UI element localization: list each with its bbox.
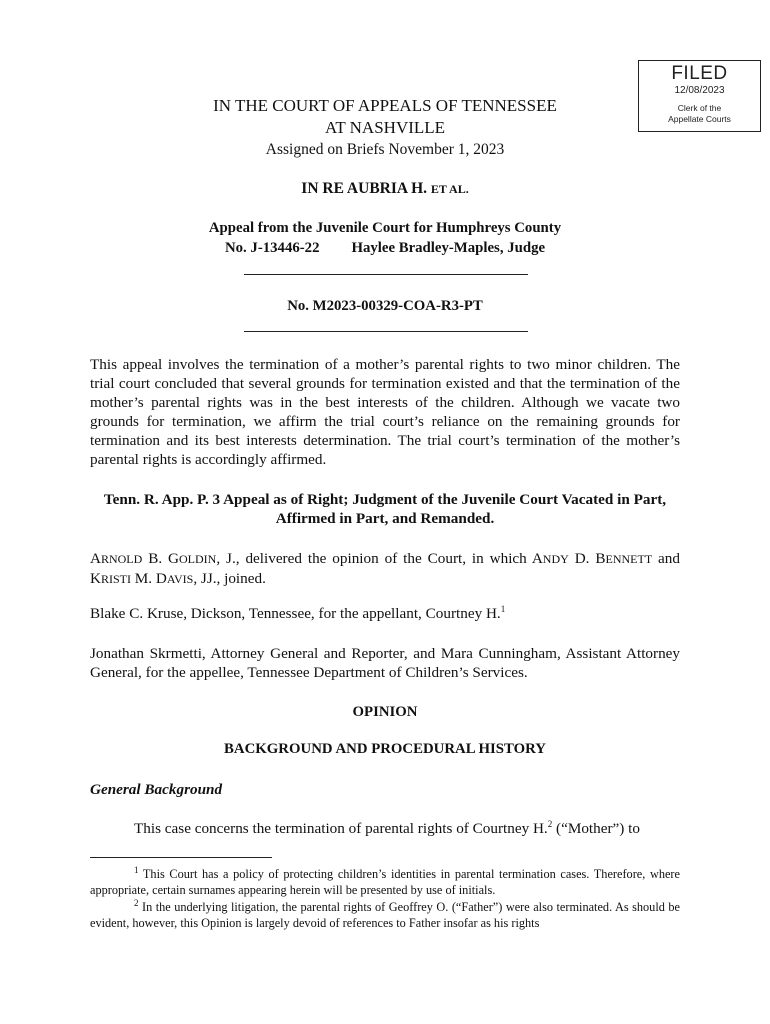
author-text: B. G (142, 550, 180, 567)
author-text: OLDIN (179, 552, 217, 566)
footnote-ref-2[interactable]: 2 (547, 818, 553, 829)
lower-court-line (0, 240, 770, 257)
body-paragraph (90, 819, 680, 838)
divider-top (244, 274, 528, 275)
author-text: RISTI (100, 572, 131, 586)
appeal-from: Appeal from the Juvenile Court for Humphreys County (208, 220, 562, 236)
author-text: A (90, 550, 101, 567)
court-name: IN THE COURT OF APPEALS OF TENNESSEE (213, 96, 557, 115)
opinion-author-line (90, 549, 680, 589)
case-title (0, 180, 770, 198)
case-title-main: IN RE AUBRIA H. (301, 180, 431, 197)
author-text: AVIS (166, 572, 194, 586)
footnote-text: This Court has a policy of protecting children’s identities in parental termination cases. Therefore, where appropriate, certain surnames appearing herein will be presented by use of initials. (90, 867, 680, 897)
footnote-number: 2 (134, 897, 139, 908)
author-text: M. D (130, 570, 167, 587)
body-text: (“Mother”) to (552, 820, 640, 837)
appellant-counsel (90, 604, 680, 623)
case-title-suffix: ET AL. (430, 182, 469, 196)
stamp-clerk-line2: Appellate Courts (668, 114, 731, 124)
general-background-heading: General Background (90, 781, 223, 798)
footnote-ref-1[interactable]: 1 (500, 603, 506, 614)
author-text: NDY (542, 552, 569, 566)
appellant-counsel-text: Blake C. Kruse, Dickson, Tennessee, for the appellant, Courtney H. (90, 605, 501, 622)
stamp-filed: FILED (671, 63, 728, 84)
stamp-clerk-line1: Clerk of the (677, 103, 722, 113)
author-text: and K (90, 550, 680, 587)
footnote-number: 1 (134, 864, 139, 875)
opinion-heading: OPINION (352, 704, 418, 720)
trial-judge: Haylee Bradley-Maples, Judge (351, 240, 546, 256)
footnote-text: In the underlying litigation, the parental rights of Geoffrey O. (“Father”) were also terminated. As should be evident, however, this Opinion is largely devoid of references to Father insofar as his rights (90, 900, 680, 930)
court-location: AT NASHVILLE (324, 118, 446, 137)
author-text: , J., delivered the opinion of the Court, in which A (216, 550, 543, 567)
docket-number: No. M2023-00329-COA-R3-PT (287, 298, 483, 314)
author-text: D. B (568, 550, 606, 567)
stamp-date: 12/08/2023 (674, 85, 725, 96)
footnote-divider (90, 857, 272, 858)
lower-court-number: No. J-13446-22 (224, 240, 320, 256)
author-text: , JJ., joined. (193, 570, 266, 587)
footnote-2 (90, 899, 680, 931)
divider-bottom (244, 331, 528, 332)
appellee-counsel: Jonathan Skrmetti, Attorney General and Reporter, and Mara Cunningham, Assistant Attorney General, for the appellee, Tennessee Department of Children’s Services. (90, 645, 680, 681)
author-text: ENNETT (605, 552, 653, 566)
author-text: RNOLD (100, 552, 143, 566)
assigned-date: Assigned on Briefs November 1, 2023 (265, 141, 505, 158)
summary-paragraph: This appeal involves the termination of a mother’s parental rights to two minor children. The trial court concluded that several grounds for termination existed and that the termination of the mother’s parental rights was in the best interests of the children. Although we vacate two grounds for termination, we affirm the trial court’s reliance on the remaining grounds for termination and its best interests determination. The trial court’s termination of the mother’s parental rights is accordingly affirmed. (90, 356, 680, 468)
footnote-1 (90, 866, 680, 898)
background-heading: BACKGROUND AND PROCEDURAL HISTORY (224, 741, 546, 757)
body-text: This case concerns the termination of parental rights of Courtney H. (134, 820, 548, 837)
disposition: Tenn. R. App. P. 3 Appeal as of Right; Judgment of the Juvenile Court Vacated in Part, Affirmed in Part, and Remanded. (103, 491, 667, 527)
